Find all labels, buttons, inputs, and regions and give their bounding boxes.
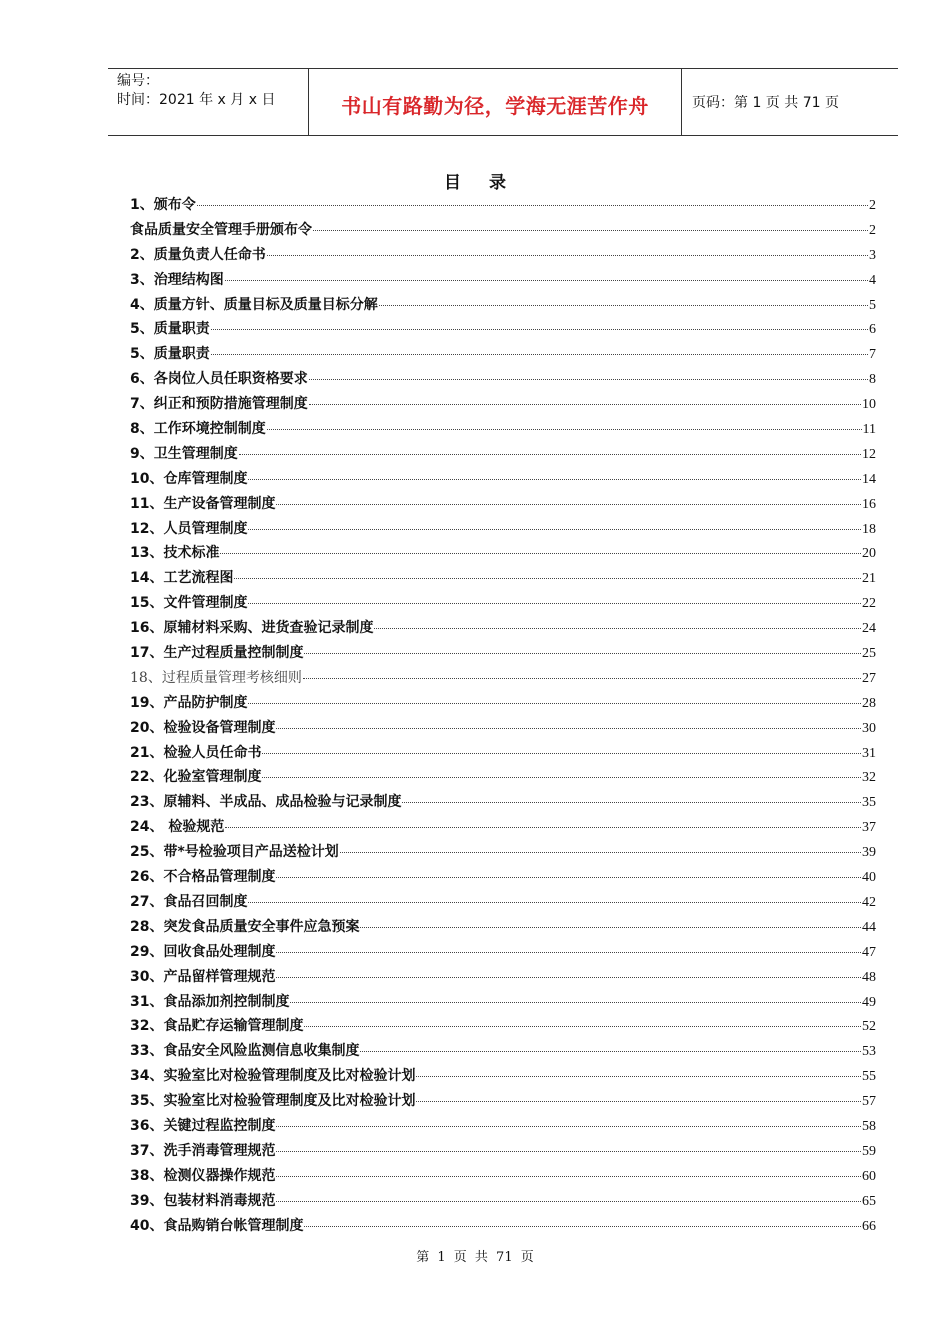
- header-motto-cell: [309, 69, 682, 135]
- toc-entry-page: 49: [862, 994, 876, 1010]
- toc-entry-label: 21、检验人员任命书: [130, 744, 262, 761]
- toc-entry[interactable]: [130, 741, 876, 766]
- toc-entry-page: 65: [862, 1193, 876, 1209]
- toc-dot-leader: [239, 454, 861, 455]
- toc-entry-label: 37、洗手消毒管理规范: [130, 1142, 276, 1159]
- toc-entry-label: 4、质量方针、质量目标及质量目标分解: [130, 296, 378, 313]
- toc-entry-label: 15、文件管理制度: [130, 595, 248, 612]
- toc-entry[interactable]: [130, 417, 876, 442]
- toc-dot-leader: [304, 653, 861, 654]
- toc-entry-label: 30、产品留样管理规范: [130, 968, 276, 985]
- toc-entry-page: 37: [862, 820, 876, 836]
- toc-entry[interactable]: [130, 865, 876, 890]
- toc-dot-leader: [267, 429, 862, 430]
- toc-entry-page: 58: [862, 1118, 876, 1134]
- toc-entry-page: 42: [862, 894, 876, 910]
- toc-entry-label: 12、人员管理制度: [130, 520, 248, 537]
- toc-entry[interactable]: [130, 666, 876, 691]
- toc-entry-page: 59: [862, 1143, 876, 1159]
- toc-entry-page: 40: [862, 870, 876, 886]
- toc-entry-label: 11、生产设备管理制度: [130, 495, 276, 512]
- toc-entry[interactable]: [130, 1214, 876, 1239]
- toc-entry-page: 11: [862, 422, 876, 438]
- toc-entry-label: 17、生产过程质量控制制度: [130, 645, 304, 662]
- toc-entry-page: 44: [862, 919, 876, 935]
- toc-entry[interactable]: [130, 1039, 876, 1064]
- toc-entry-label: 26、不合格品管理制度: [130, 869, 276, 886]
- toc-entry-page: 5: [869, 297, 876, 313]
- toc-dot-leader: [248, 479, 861, 480]
- toc-entry[interactable]: [130, 840, 876, 865]
- toc-entry-label: 35、实验室比对检验管理制度及比对检验计划: [130, 1093, 416, 1110]
- toc-entry-label: 31、食品添加剂控制制度: [130, 993, 290, 1010]
- toc-entry-label: 13、技术标准: [130, 545, 220, 562]
- toc-entry-page: 25: [862, 646, 876, 662]
- toc-dot-leader: [211, 354, 868, 355]
- toc-entry-label: 5、质量职责: [130, 321, 210, 338]
- toc-dot-leader: [304, 1026, 861, 1027]
- toc-dot-leader: [276, 1176, 861, 1177]
- toc-dot-leader: [309, 379, 868, 380]
- toc-entry-page: 18: [862, 521, 876, 537]
- toc-entry-label: 3、治理结构图: [130, 271, 224, 288]
- toc-dot-leader: [276, 977, 861, 978]
- toc-entry[interactable]: [130, 392, 876, 417]
- table-of-contents: [130, 193, 876, 1238]
- header-page-info: [682, 69, 898, 135]
- toc-entry-page: 20: [862, 546, 876, 562]
- toc-entry-label: 22、化验室管理制度: [130, 769, 262, 786]
- toc-dot-leader: [234, 578, 861, 579]
- toc-entry[interactable]: [130, 268, 876, 293]
- toc-entry-label: 23、原辅料、半成品、成品检验与记录制度: [130, 794, 402, 811]
- toc-entry-page: 32: [862, 770, 876, 786]
- toc-dot-leader: [262, 777, 861, 778]
- toc-entry-page: 31: [862, 745, 876, 761]
- toc-entry[interactable]: [130, 765, 876, 790]
- toc-entry-label: 32、食品贮存运输管理制度: [130, 1018, 304, 1035]
- toc-dot-leader: [276, 728, 861, 729]
- toc-entry-page: 4: [869, 272, 876, 288]
- toc-entry-label: 28、突发食品质量安全事件应急预案: [130, 918, 360, 935]
- toc-entry-page: 57: [862, 1094, 876, 1110]
- toc-entry-page: 2: [869, 222, 876, 238]
- toc-entry[interactable]: [130, 293, 876, 318]
- toc-entry[interactable]: [130, 442, 876, 467]
- toc-entry-label: 19、产品防护制度: [130, 694, 248, 711]
- toc-entry-label: 39、包装材料消毒规范: [130, 1192, 276, 1209]
- toc-entry[interactable]: [130, 1014, 876, 1039]
- toc-entry[interactable]: [130, 990, 876, 1015]
- toc-entry[interactable]: [130, 890, 876, 915]
- toc-dot-leader: [225, 280, 868, 281]
- toc-dot-leader: [262, 753, 861, 754]
- toc-entry-label: 10、仓库管理制度: [130, 470, 248, 487]
- toc-entry[interactable]: [130, 492, 876, 517]
- toc-entry[interactable]: [130, 342, 876, 367]
- toc-entry-label: 33、食品安全风险监测信息收集制度: [130, 1043, 360, 1060]
- toc-dot-leader: [276, 877, 861, 878]
- toc-entry-label: 8、工作环境控制制度: [130, 421, 266, 438]
- toc-entry-page: 52: [862, 1019, 876, 1035]
- toc-dot-leader: [379, 305, 868, 306]
- toc-dot-leader: [211, 329, 868, 330]
- toc-entry[interactable]: [130, 541, 876, 566]
- toc-entry-page: 53: [862, 1044, 876, 1060]
- toc-dot-leader: [309, 404, 861, 405]
- toc-entry[interactable]: [130, 691, 876, 716]
- document-number-label: 编号：: [117, 73, 159, 89]
- toc-entry-label: 29、回收食品处理制度: [130, 943, 276, 960]
- toc-entry[interactable]: [130, 1139, 876, 1164]
- toc-entry-label: 14、工艺流程图: [130, 570, 234, 587]
- toc-dot-leader: [374, 628, 861, 629]
- toc-dot-leader: [248, 603, 861, 604]
- toc-entry-label: 34、实验室比对检验管理制度及比对检验计划: [130, 1068, 416, 1085]
- toc-entry[interactable]: [130, 716, 876, 741]
- toc-entry-label: 18、过程质量管理考核细则: [130, 669, 302, 686]
- toc-dot-leader: [276, 952, 861, 953]
- toc-entry-page: 48: [862, 969, 876, 985]
- toc-entry[interactable]: [130, 1114, 876, 1139]
- toc-entry-label: 5、质量职责: [130, 346, 210, 363]
- toc-dot-leader: [360, 927, 861, 928]
- toc-entry-label: 20、检验设备管理制度: [130, 719, 276, 736]
- toc-entry[interactable]: [130, 915, 876, 940]
- toc-dot-leader: [225, 827, 861, 828]
- toc-dot-leader: [360, 1051, 861, 1052]
- toc-entry-page: 60: [862, 1168, 876, 1184]
- toc-dot-leader: [276, 1201, 861, 1202]
- toc-dot-leader: [313, 230, 868, 231]
- toc-entry-label: 1、颁布令: [130, 197, 196, 213]
- toc-entry[interactable]: [130, 367, 876, 392]
- toc-entry[interactable]: [130, 243, 876, 268]
- toc-entry[interactable]: [130, 317, 876, 342]
- toc-entry-page: 27: [862, 670, 876, 686]
- toc-entry[interactable]: [130, 965, 876, 990]
- toc-dot-leader: [303, 678, 861, 679]
- toc-entry-label: 25、带*号检验项目产品送检计划: [130, 844, 339, 861]
- header-meta: [108, 69, 309, 135]
- header-motto: 书山有路勤为径，学海无涯苦作舟: [341, 93, 649, 118]
- toc-dot-leader: [267, 255, 868, 256]
- page-footer: 第 1 页 共 71 页: [416, 1250, 534, 1265]
- toc-entry-label: 16、原辅材料采购、进货查验记录制度: [130, 620, 374, 637]
- toc-entry-page: 30: [862, 720, 876, 736]
- toc-entry[interactable]: [130, 193, 876, 218]
- toc-entry-page: 2: [869, 198, 876, 213]
- toc-entry[interactable]: [130, 566, 876, 591]
- toc-dot-leader: [276, 1151, 861, 1152]
- toc-dot-leader: [220, 553, 861, 554]
- toc-entry-page: 12: [862, 446, 876, 462]
- toc-dot-leader: [276, 1126, 861, 1127]
- toc-dot-leader: [304, 1226, 861, 1227]
- document-time-label: 时间：2021 年 x 月 x 日: [117, 92, 276, 108]
- toc-entry-label: 6、各岗位人员任职资格要求: [130, 371, 308, 388]
- toc-entry-page: 35: [862, 795, 876, 811]
- toc-dot-leader: [290, 1002, 861, 1003]
- toc-entry[interactable]: [130, 790, 876, 815]
- toc-entry[interactable]: [130, 1189, 876, 1214]
- toc-entry[interactable]: [130, 815, 876, 840]
- header-page-number: 页码：第 1 页 共 71 页: [692, 95, 839, 111]
- toc-entry[interactable]: [130, 1064, 876, 1089]
- toc-dot-leader: [276, 504, 861, 505]
- toc-dot-leader: [248, 529, 861, 530]
- toc-entry-page: 66: [862, 1218, 876, 1234]
- toc-entry-page: 10: [862, 397, 876, 413]
- toc-entry-label: 27、食品召回制度: [130, 893, 248, 910]
- page-header: [108, 68, 898, 136]
- toc-entry-page: 8: [869, 372, 876, 388]
- toc-dot-leader: [402, 802, 861, 803]
- toc-entry[interactable]: [130, 591, 876, 616]
- toc-entry-page: 14: [862, 471, 876, 487]
- toc-dot-leader: [248, 902, 861, 903]
- toc-dot-leader: [416, 1076, 861, 1077]
- toc-entry[interactable]: [130, 616, 876, 641]
- toc-entry[interactable]: [130, 218, 876, 243]
- toc-entry-page: 24: [862, 621, 876, 637]
- toc-entry[interactable]: [130, 467, 876, 492]
- toc-entry-label: 食品质量安全管理手册颁布令: [130, 221, 312, 238]
- toc-entry-label: 40、食品购销台帐管理制度: [130, 1217, 304, 1234]
- toc-entry-label: 7、纠正和预防措施管理制度: [130, 396, 308, 413]
- toc-title: 目录: [444, 173, 534, 193]
- toc-entry-page: 16: [862, 496, 876, 512]
- toc-entry-page: 7: [869, 347, 876, 363]
- toc-entry[interactable]: [130, 1089, 876, 1114]
- toc-entry[interactable]: [130, 940, 876, 965]
- toc-entry-page: 39: [862, 845, 876, 861]
- toc-entry[interactable]: [130, 641, 876, 666]
- toc-entry-label: 38、检测仪器操作规范: [130, 1167, 276, 1184]
- toc-dot-leader: [248, 703, 861, 704]
- toc-entry-label: 9、卫生管理制度: [130, 445, 238, 462]
- toc-entry-page: 21: [862, 571, 876, 587]
- toc-entry-page: 3: [869, 247, 876, 263]
- toc-entry-page: 28: [862, 695, 876, 711]
- toc-dot-leader: [197, 205, 868, 206]
- toc-dot-leader: [416, 1101, 861, 1102]
- toc-entry[interactable]: [130, 1164, 876, 1189]
- toc-entry-page: 55: [862, 1069, 876, 1085]
- toc-entry-page: 22: [862, 596, 876, 612]
- toc-entry[interactable]: [130, 517, 876, 542]
- toc-entry-page: 47: [862, 944, 876, 960]
- toc-entry-page: 6: [869, 322, 876, 338]
- toc-entry-label: 2、质量负责人任命书: [130, 246, 266, 263]
- toc-dot-leader: [340, 852, 861, 853]
- toc-entry-label: 36、关键过程监控制度: [130, 1117, 276, 1134]
- toc-entry-label: 24、 检验规范: [130, 819, 225, 836]
